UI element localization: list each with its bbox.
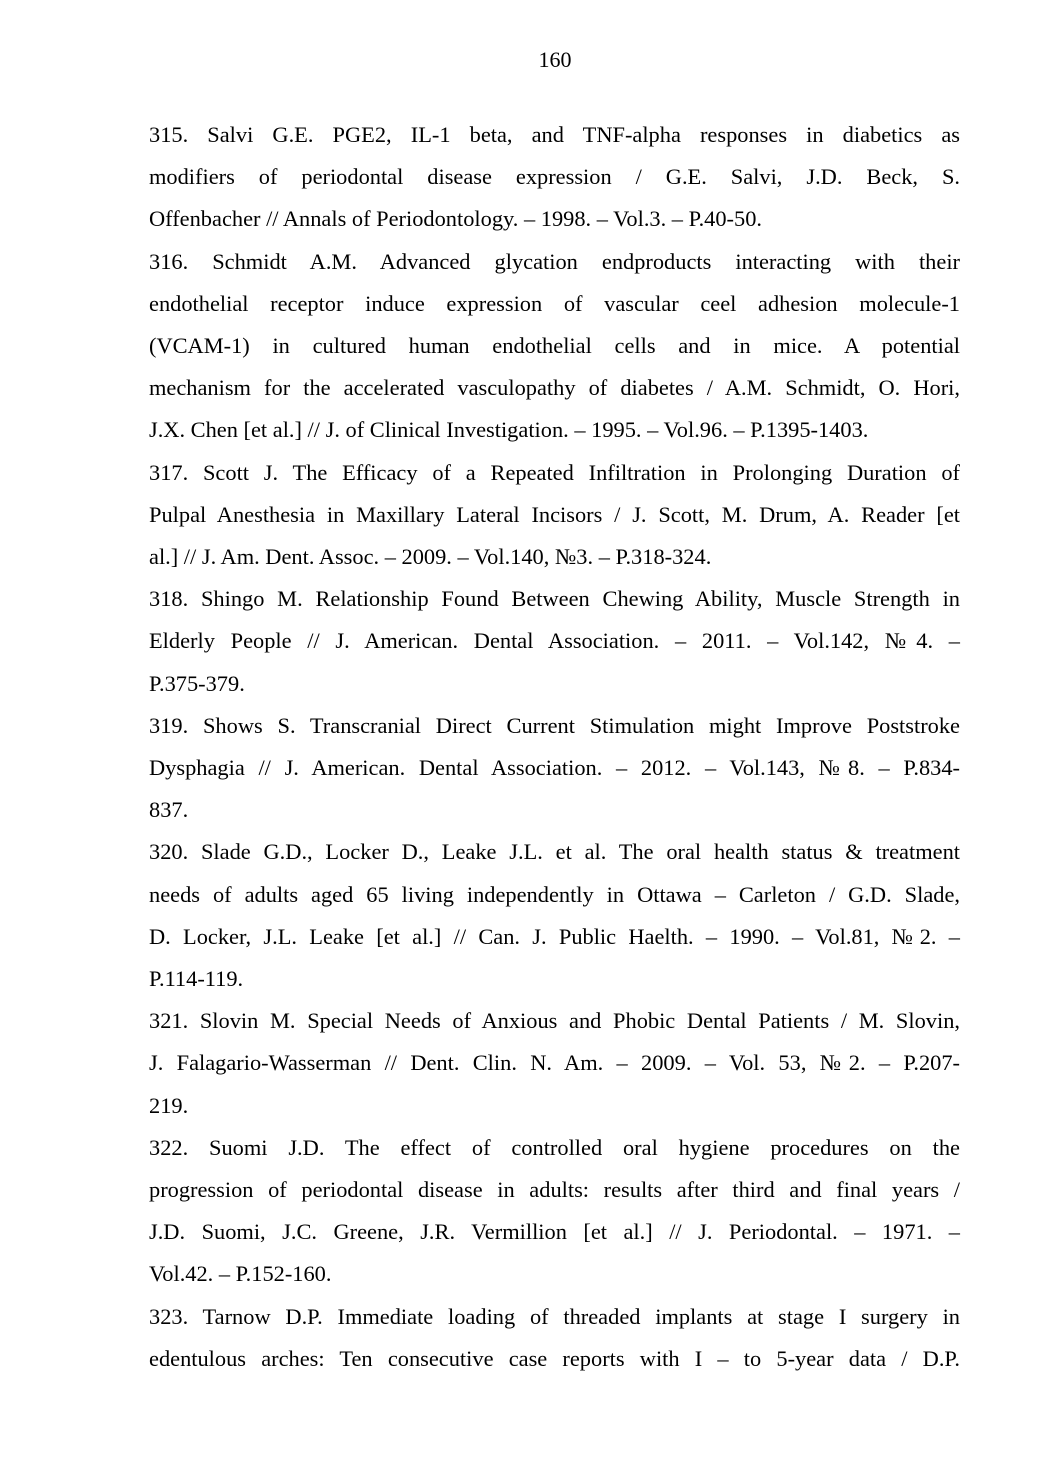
reference-line: 319. Shows S. Transcranial Direct Current Stimulation might Improve Poststroke bbox=[149, 712, 960, 738]
reference-line: J.D. Suomi, J.C. Greene, J.R. Vermillion [et al.] // J. Periodontal. – 1971. – bbox=[149, 1219, 960, 1245]
reference-line: (VCAM-1) in cultured human endothelial cells and in mice. A potential bbox=[149, 333, 960, 359]
reference-entry bbox=[149, 1000, 960, 1127]
page-number: 160 bbox=[538, 47, 572, 72]
reference-line: needs of adults aged 65 living independently in Ottawa – Carleton / G.D. Slade, bbox=[149, 881, 960, 907]
reference-line: Pulpal Anesthesia in Maxillary Lateral Incisors / J. Scott, M. Drum, A. Reader [et bbox=[149, 501, 960, 527]
reference-line: 320. Slade G.D., Locker D., Leake J.L. et al. The oral health status & treatment bbox=[149, 839, 960, 865]
reference-line: Vol.42. – P.152-160. bbox=[149, 1261, 332, 1287]
reference-entry bbox=[149, 705, 960, 832]
reference-line: P.375-379. bbox=[149, 670, 245, 696]
reference-line: 219. bbox=[149, 1092, 189, 1118]
reference-entry bbox=[149, 578, 960, 705]
reference-line: 316. Schmidt A.M. Advanced glycation endproducts interacting with their bbox=[149, 248, 960, 274]
reference-line: D. Locker, J.L. Leake [et al.] // Can. J. Public Haelth. – 1990. – Vol.81, №2. – bbox=[149, 923, 960, 949]
reference-line: mechanism for the accelerated vasculopathy of diabetes / A.M. Schmidt, O. Hori, bbox=[149, 375, 960, 401]
reference-line: modifiers of periodontal disease expression / G.E. Salvi, J.D. Beck, S. bbox=[149, 164, 960, 190]
reference-line: 315. Salvi G.E. PGE2, IL-1 beta, and TNF-alpha responses in diabetics as bbox=[149, 122, 960, 147]
reference-line: 323. Tarnow D.P. Immediate loading of threaded implants at stage I surgery in bbox=[149, 1303, 960, 1329]
reference-entry bbox=[149, 1127, 960, 1296]
reference-entry bbox=[149, 831, 960, 1000]
reference-line: 322. Suomi J.D. The effect of controlled oral hygiene procedures on the bbox=[149, 1134, 960, 1160]
reference-line: al.] // J. Am. Dent. Assoc. – 2009. – Vol.140, №3. – P.318-324. bbox=[149, 544, 712, 570]
reference-line: 317. Scott J. The Efficacy of a Repeated Infiltration in Prolonging Duration of bbox=[149, 459, 960, 485]
reference-entry bbox=[149, 452, 960, 579]
reference-line: progression of periodontal disease in adults: results after third and final years / bbox=[149, 1177, 960, 1203]
reference-line: 318. Shingo M. Relationship Found Between Chewing Ability, Muscle Strength in bbox=[149, 586, 960, 612]
reference-line: 837. bbox=[149, 797, 189, 823]
reference-line: 321. Slovin M. Special Needs of Anxious and Phobic Dental Patients / M. Slovin, bbox=[149, 1008, 960, 1034]
reference-line: edentulous arches: Ten consecutive case reports with I – to 5-year data / D.P. bbox=[149, 1345, 960, 1371]
reference-entry bbox=[149, 241, 960, 452]
reference-line: Offenbacher // Annals of Periodontology. – 1998. – Vol.3. – P.40-50. bbox=[149, 206, 763, 232]
reference-line: Dysphagia // J. American. Dental Association. – 2012. – Vol.143, №8. – P.834- bbox=[149, 755, 960, 781]
reference-list bbox=[149, 114, 960, 1380]
reference-line: J. Falagario-Wasserman // Dent. Clin. N. Am. – 2009. – Vol. 53, №2. – P.207- bbox=[149, 1050, 960, 1076]
reference-line: Elderly People // J. American. Dental Association. – 2011. – Vol.142, №4. – bbox=[149, 628, 960, 654]
reference-line: P.114-119. bbox=[149, 966, 244, 992]
reference-entry bbox=[149, 114, 960, 241]
reference-line: J.X. Chen [et al.] // J. of Clinical Investigation. – 1995. – Vol.96. – P.1395-1403. bbox=[149, 417, 869, 443]
reference-line: endothelial receptor induce expression of vascular ceel adhesion molecule-1 bbox=[149, 290, 960, 316]
reference-entry bbox=[149, 1296, 960, 1380]
